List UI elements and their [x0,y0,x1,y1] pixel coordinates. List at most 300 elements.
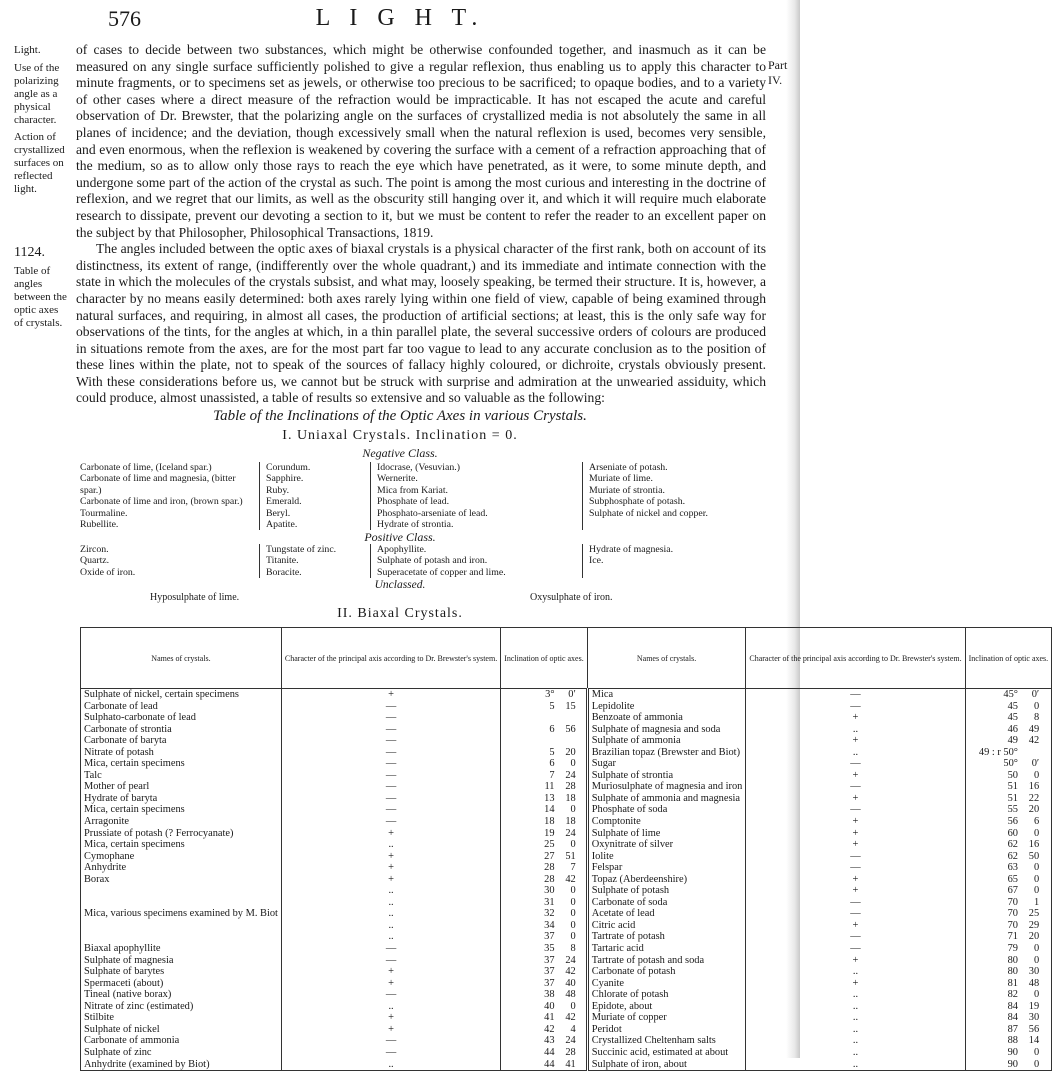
inclination-cell [501,701,588,713]
crystal-name-cell: Anhydrite (examined by Biot) [81,1059,282,1071]
inclination-cell [965,747,1052,759]
column-divider [370,544,371,578]
character-cell: + [746,978,965,990]
inclination-minutes: 41 [565,1058,576,1070]
inclination-degrees: 62 [1007,850,1018,862]
list-item: Muriate of lime. [589,473,653,485]
column-divider [259,544,260,578]
crystal-name-cell: Tineal (native borax) [81,989,282,1001]
inclination-cell [965,816,1052,828]
crystal-name-cell: Cymophane [81,851,282,863]
list-item: Superacetate of copper and lime. [377,566,506,578]
character-cell: + [281,966,500,978]
inclination-minutes: 25 [1028,908,1040,920]
list-item: Sulphate of nickel and copper. [589,507,708,519]
crystal-name-cell: Comptonite [587,816,746,828]
inclination-degrees: 35 [544,943,555,955]
character-cell: + [281,851,500,863]
character-cell: — [281,724,500,736]
inclination-cell [965,1059,1052,1071]
table-title: Table of the Inclinations of the Optic Axes in various Crystals. [213,408,587,424]
inclination-degrees: 5 [549,746,555,758]
inclination-minutes: 42 [1028,735,1040,747]
inclination-degrees: 46 [1007,723,1018,735]
character-cell: .. [281,931,500,943]
inclination-degrees: 51 [1007,792,1018,804]
list-item: Beryl. [266,507,291,519]
crystal-name-cell: Carbonate of potash [587,966,746,978]
character-cell: + [746,885,965,897]
character-cell: + [281,874,500,886]
character-cell: — [281,701,500,713]
inclination-minutes: 56 [565,723,576,735]
table-row [81,943,1052,955]
crystal-name-cell: Sulphato-carbonate of lead [81,712,282,724]
table-row [81,1047,1052,1059]
inclination-minutes: 0′ [1031,758,1040,770]
inclination-cell [501,1059,588,1071]
inclination-minutes: 0 [570,919,576,931]
inclination-minutes: 49 [1028,723,1040,735]
inclination-cell [501,885,588,897]
inclination-minutes: 42 [565,966,576,978]
character-cell: — [281,1035,500,1047]
list-item: Ice. [589,555,604,567]
crystal-name-cell [81,897,282,909]
inclination-degrees: 65 [1007,873,1018,885]
list-item: Carbonate of lime and iron, (brown spar.) [80,496,243,508]
crystal-name-cell: Sulphate of magnesia [81,955,282,967]
crystal-name-cell: Nitrate of zinc (estimated) [81,1001,282,1013]
character-cell: .. [281,1001,500,1013]
table-row [81,747,1052,759]
table-row [81,862,1052,874]
character-cell: + [746,920,965,932]
inclination-degrees: 13 [544,792,555,804]
inclination-minutes: 51 [565,850,576,862]
character-cell: .. [746,1047,965,1059]
inclination-minutes: 6 [1033,816,1040,828]
table-row [81,874,1052,886]
inclination-minutes: 24 [565,1035,576,1047]
list-item: Apophyllite. [377,544,427,555]
crystal-name-cell: Peridot [587,1024,746,1036]
crystal-name-cell: Tartaric acid [587,943,746,955]
inclination-minutes: 0 [1033,989,1040,1001]
inclination-cell [501,851,588,863]
crystal-name-cell: Sulphate of iron, about [587,1059,746,1071]
inclination-degrees: 3° [545,689,555,700]
list-item: Wernerite. [377,473,418,485]
character-cell: + [281,689,500,701]
character-cell: .. [746,989,965,1001]
character-cell: .. [281,920,500,932]
inclination-minutes: 0 [570,839,576,851]
character-cell: .. [281,1059,500,1071]
inclination-minutes: 14 [1028,1035,1040,1047]
inclination-minutes: 18 [565,792,576,804]
character-cell: .. [281,908,500,920]
inclination-cell [965,943,1052,955]
inclination-cell [501,943,588,955]
positive-class-label: Positive Class. [364,530,436,544]
inclination-cell [501,955,588,967]
inclination-cell [965,828,1052,840]
crystal-name-cell: Carbonate of soda [587,897,746,909]
unclassed-label: Unclassed. [374,579,426,591]
crystal-name-cell: Acetate of lead [587,908,746,920]
inclination-degrees: 50° [1003,758,1018,770]
inclination-minutes: 0 [570,931,576,943]
inclination-degrees: 84 [1007,1000,1018,1012]
inclination-degrees: 31 [544,896,555,908]
character-cell: — [746,862,965,874]
list-item: Zircon. [80,544,109,555]
part-label: Part IV. [768,58,788,87]
inclination-degrees: 50 [1007,769,1018,781]
positive-col-3 [377,544,577,578]
inclination-cell [965,1012,1052,1024]
table-row [81,804,1052,816]
paragraph: The angles included between the optic axes of biaxal crystals is a physical character of the first rank, both on account of its distinctness, its extent of range, (indifferently over the whole quadrant,) and its immediate and intimate connection with the state in which the molecules of the crystals subsist, and what may, loosely speaking, be termed their structure. It is, however, a character by no means easily determined: both axes rarely lying within one field of view, capable of being examined through natural surfaces, and requiring, in almost all cases, the production of artificial sections; at least, this is the only safe way for observations of the tints, for the angles at which, in a thin parallel plate, the several successive orders of colours are produced in situations remote from the axes, are for the most part far too vague to lead to any accurate conclusion as to the position of these lines within the plate, not to speak of the sources of fallacy highly coloured, or dichroite, crystals obviously present. With these considerations before us, we cannot but be struck with surprise and admiration at the unwearied assiduity, which could produce, almost unassisted, a table of results so extensive and so valuable as the following: [76,241,766,406]
character-cell: + [281,1012,500,1024]
character-cell: — [281,735,500,747]
list-item: Apatite. [266,519,298,531]
crystal-name-cell: Sulphate of barytes [81,966,282,978]
character-cell: — [281,781,500,793]
inclination-cell [501,966,588,978]
inclination-degrees: 42 [544,1023,555,1035]
inclination-degrees: 37 [544,931,555,943]
list-item: Quartz. [80,555,110,567]
inclination-minutes: 0 [1033,1058,1040,1070]
crystal-name-cell: Mica, certain specimens [81,804,282,816]
crystal-name-cell: Borax [81,874,282,886]
inclination-minutes: 24 [565,769,576,781]
crystal-name-cell: Topaz (Aberdeenshire) [587,874,746,886]
character-cell: — [281,804,500,816]
list-item: Titanite. [266,555,299,567]
column-divider [582,544,583,578]
list-item: Arseniate of potash. [589,462,668,473]
inclination-degrees: 49 [1007,735,1018,747]
character-cell: .. [281,897,500,909]
inclination-minutes: 24 [565,827,576,839]
inclination-degrees: 67 [1007,885,1018,897]
inclination-degrees: 80 [1007,966,1018,978]
list-item: Muriate of strontia. [589,484,665,496]
character-cell: + [746,735,965,747]
sidenote-crystallized-surfaces: Action of crystallized surfaces on reflected light. [14,131,65,195]
column-divider [259,462,260,530]
list-item: Idocrase, (Vesuvian.) [377,462,460,473]
inclination-cell [965,862,1052,874]
inclination-minutes: 0 [1033,943,1040,955]
inclination-degrees: 43 [544,1035,555,1047]
inclination-degrees: 11 [544,781,555,793]
character-cell: .. [746,1012,965,1024]
list-item: Corundum. [266,462,311,473]
character-cell: — [281,793,500,805]
list-item: Carbonate of lime, (Iceland spar.) [80,462,212,473]
list-item: Hydrate of magnesia. [589,544,674,555]
character-cell: — [281,816,500,828]
inclination-cell [501,712,588,724]
section-number: 1124. [14,245,45,260]
table-row [81,701,1052,713]
inclination-degrees: 44 [544,1058,555,1070]
inclination-degrees: 38 [544,989,555,1001]
inclination-degrees: 51 [1007,781,1018,793]
unclassed-item-2: Oxysulphate of iron. [530,592,613,603]
inclination-cell [501,1024,588,1036]
table-row [81,839,1052,851]
crystal-name-cell: Carbonate of baryta [81,735,282,747]
table-row [81,851,1052,863]
crystal-name-cell: Mica, various specimens examined by M. Biot [81,908,282,920]
character-cell: — [281,712,500,724]
table-header-row [81,628,1052,689]
inclination-minutes: 18 [565,816,576,828]
inclination-degrees: 6 [549,758,555,770]
character-cell: .. [746,1059,965,1071]
inclination-cell [965,770,1052,782]
character-cell: + [746,874,965,886]
list-item: Sulphate of potash and iron. [377,555,488,567]
character-cell: — [746,931,965,943]
inclination-cell [501,978,588,990]
list-item: Hydrate of strontia. [377,519,454,531]
inclination-degrees: 45 [1007,700,1018,712]
inclination-cell [965,781,1052,793]
inclination-cell [501,793,588,805]
crystal-name-cell: Muriate of copper [587,1012,746,1024]
crystal-name-cell: Muriosulphate of magnesia and iron [587,781,746,793]
character-cell: .. [746,1035,965,1047]
inclination-minutes: 0′ [568,689,576,700]
inclination-degrees: 70 [1007,919,1018,931]
inclination-degrees: 30 [544,885,555,897]
inclination-cell [965,712,1052,724]
table-row [81,1001,1052,1013]
inclination-cell [965,897,1052,909]
inclination-degrees: 56 [1007,816,1018,828]
crystal-name-cell: Anhydrite [81,862,282,874]
table-row [81,978,1052,990]
inclination-minutes: 0 [570,885,576,897]
character-cell: — [281,758,500,770]
inclination-minutes: 0 [570,758,576,770]
inclination-cell [965,885,1052,897]
character-cell: — [746,851,965,863]
table-row [81,689,1052,701]
inclination-minutes: 8 [1033,712,1040,724]
crystal-name-cell: Sulphate of ammonia [587,735,746,747]
inclination-degrees: 62 [1007,839,1018,851]
inclination-degrees: 40 [544,1000,555,1012]
inclination-degrees: 49 : r 50° [978,746,1018,758]
inclination-cell [501,897,588,909]
inclination-cell [501,770,588,782]
inclination-degrees: 80 [1007,954,1018,966]
inclination-cell [501,724,588,736]
crystal-name-cell: Sulphate of ammonia and magnesia [587,793,746,805]
inclination-minutes: 28 [565,1046,576,1058]
character-cell: + [746,712,965,724]
character-cell: .. [746,724,965,736]
inclination-cell [965,966,1052,978]
inclination-degrees: 6 [549,723,555,735]
crystal-name-cell: Mica, certain specimens [81,839,282,851]
list-item: Boracite. [266,566,302,578]
crystal-name-cell: Chlorate of potash [587,989,746,1001]
inclination-cell [501,781,588,793]
table-row [81,816,1052,828]
character-cell: + [746,955,965,967]
col-header-inclination: Inclination of optic axes. [501,628,588,689]
inclination-cell [965,978,1052,990]
crystal-name-cell: Lepidolite [587,701,746,713]
crystal-name-cell: Benzoate of ammonia [587,712,746,724]
crystal-name-cell: Sulphate of zinc [81,1047,282,1059]
inclination-degrees: 82 [1007,989,1018,1001]
table-row [81,989,1052,1001]
inclination-degrees: 41 [544,1012,555,1024]
inclination-cell [501,816,588,828]
crystal-name-cell: Mother of pearl [81,781,282,793]
col-header-name: Names of crystals. [81,628,282,689]
inclination-cell [501,804,588,816]
inclination-cell [965,920,1052,932]
inclination-minutes: 42 [565,873,576,885]
list-item: Carbonate of lime and magnesia, (bitter spar.) [80,473,236,496]
crystal-name-cell: Sulphate of strontia [587,770,746,782]
crystal-name-cell: Talc [81,770,282,782]
inclination-degrees: 45 [1007,712,1018,724]
inclination-degrees: 60 [1007,827,1018,839]
character-cell: — [281,770,500,782]
crystal-name-cell: Arragonite [81,816,282,828]
inclination-cell [965,758,1052,770]
list-item: Sapphire. [266,473,304,485]
character-cell: + [281,978,500,990]
sidenote-light: Light. [14,44,41,56]
character-cell: + [281,862,500,874]
body-text [76,42,766,407]
inclination-cell [965,701,1052,713]
sidenote-polarizing-angle: Use of the polarizing angle as a physical character. [14,62,60,126]
inclination-minutes: 16 [1028,839,1040,851]
list-item: Tourmaline. [80,507,128,519]
character-cell: + [746,828,965,840]
inclination-degrees: 19 [544,827,555,839]
character-cell: — [281,1047,500,1059]
inclination-minutes: 0 [1033,827,1040,839]
inclination-cell [965,931,1052,943]
inclination-minutes: 0 [1033,862,1040,874]
inclination-minutes: 29 [1028,919,1040,931]
inclination-degrees: 45° [1003,689,1018,700]
table-row [81,966,1052,978]
inclination-minutes: 30 [1028,1012,1040,1024]
column-divider [582,462,583,530]
inclination-degrees: 71 [1007,931,1018,943]
character-cell: — [281,955,500,967]
table-row [81,781,1052,793]
inclination-cell [965,804,1052,816]
crystal-name-cell: Sulphate of nickel, certain specimens [81,689,282,701]
inclination-degrees: 84 [1007,1012,1018,1024]
inclination-cell [965,908,1052,920]
inclination-degrees: 37 [544,966,555,978]
inclination-minutes: 48 [1028,977,1040,989]
character-cell: .. [281,885,500,897]
inclination-minutes: 24 [565,954,576,966]
inclination-degrees: 63 [1007,862,1018,874]
inclination-degrees: 37 [544,954,555,966]
inclination-minutes: 0 [570,908,576,920]
inclination-minutes: 20 [1028,931,1040,943]
negative-col-2 [266,462,376,530]
inclination-minutes: 48 [565,989,576,1001]
crystal-name-cell: Epidote, about [587,1001,746,1013]
character-cell: + [281,1024,500,1036]
crystal-name-cell: Succinic acid, estimated at about [587,1047,746,1059]
inclination-cell [501,989,588,1001]
crystal-name-cell [81,885,282,897]
inclination-cell [501,874,588,886]
inclination-minutes: 16 [1028,781,1040,793]
list-item: Oxide of iron. [80,566,136,578]
character-cell: — [746,908,965,920]
table-row [81,758,1052,770]
list-item: Rubellite. [80,519,119,531]
inclination-minutes: 1 [1033,896,1040,908]
inclination-minutes: 0 [1033,873,1040,885]
inclination-minutes: 0 [570,1000,576,1012]
crystal-name-cell [81,920,282,932]
character-cell: + [746,770,965,782]
character-cell: — [746,689,965,701]
inclination-cell [965,874,1052,886]
table-row [81,885,1052,897]
inclination-cell [501,862,588,874]
character-cell: .. [746,1001,965,1013]
inclination-cell [501,758,588,770]
inclination-minutes: 19 [1028,1000,1040,1012]
crystal-name-cell [81,931,282,943]
list-item: Phosphato-arseniate of lead. [377,507,488,519]
inclination-minutes: 0 [1033,1046,1040,1058]
inclination-minutes: 56 [1028,1023,1040,1035]
unclassed-item-1: Hyposulphate of lime. [150,592,240,603]
crystal-name-cell: Prussiate of potash (? Ferrocyanate) [81,828,282,840]
inclination-minutes: 0′ [1031,689,1040,700]
inclination-degrees: 81 [1007,977,1018,989]
inclination-minutes: 0 [570,896,576,908]
positive-col-4 [589,544,769,567]
crystal-name-cell: Mica, certain specimens [81,758,282,770]
inclination-cell [501,828,588,840]
crystal-name-cell: Oxynitrate of silver [587,839,746,851]
crystal-name-cell: Sulphate of magnesia and soda [587,724,746,736]
inclination-cell [501,689,588,701]
inclination-cell [965,1035,1052,1047]
inclination-degrees: 34 [544,919,555,931]
table-row [81,1035,1052,1047]
inclination-degrees: 79 [1007,943,1018,955]
inclination-degrees: 37 [544,977,555,989]
